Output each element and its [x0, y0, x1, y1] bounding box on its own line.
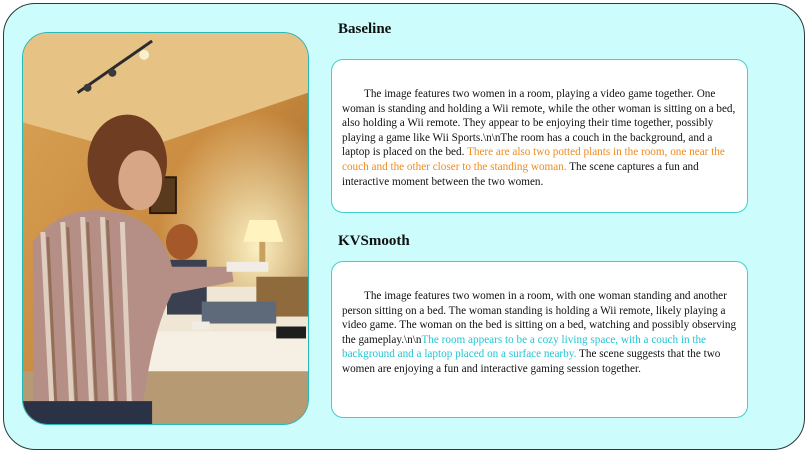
kvsmooth-caption-box: [331, 261, 748, 418]
baseline-highlighted-text: There are also two potted plants in the room, one near the couch and the other closer to the standing woman.: [342, 146, 725, 173]
scene-photo: [22, 32, 309, 425]
kvsmooth-caption-text: The image features two women in a room, with one woman standing and another person sitting on a bed. The woman standing is holding a Wii remote, likely playing a video game. The woman on the bed is sitting on a bed, watching and possibly observing the gameplay.\n\n: [342, 290, 737, 346]
baseline-heading: Baseline: [338, 21, 392, 37]
baseline-caption: [342, 87, 738, 189]
baseline-caption-ending: The scene captures a fun and interactive moment between the two women.: [342, 160, 699, 188]
baseline-caption-box: [331, 59, 748, 213]
baseline-caption-text: The image features two women in a room, playing a video game together. One woman is standing and holding a Wii remote, while the other woman is sitting on a bed, also holding a Wii remote. They appear to be enjoying their time together, possibly playing a game like Wii Sports.\n\nThe room has a couch in the background, and a laptop is placed on the bed.: [342, 88, 736, 159]
photo-illustration: [23, 33, 308, 424]
kvsmooth-highlighted-text: The room appears to be a cozy living space, with a couch in the background and a laptop placed on a surface nearby.: [342, 333, 706, 361]
kvsmooth-caption-ending: The scene suggests that the two women are enjoying a fun and interactive gaming session together.: [342, 348, 721, 375]
kvsmooth-caption: [342, 289, 738, 377]
kvsmooth-heading: KVSmooth: [338, 233, 410, 249]
